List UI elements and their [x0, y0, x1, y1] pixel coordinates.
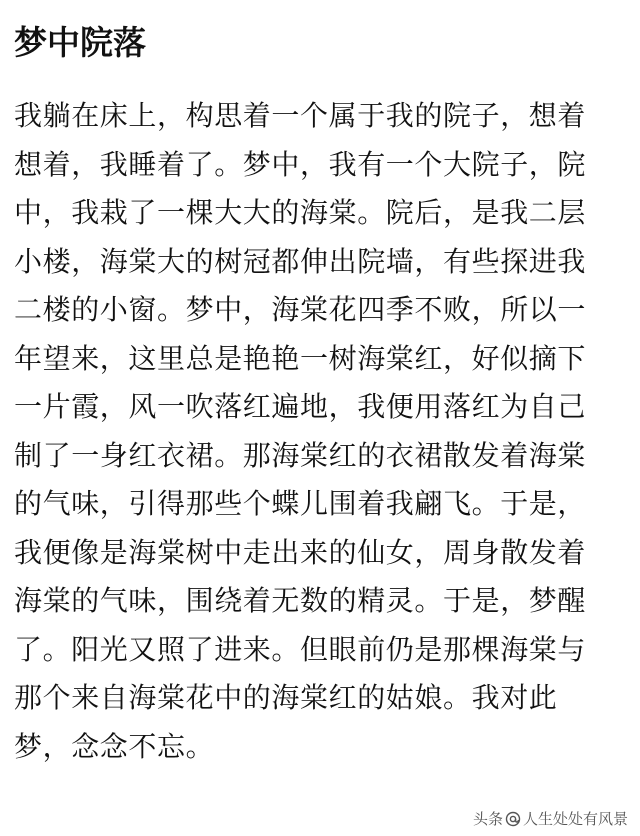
watermark-author: 人生处处有风景: [522, 810, 628, 828]
at-icon: [505, 811, 521, 827]
paragraph-line: 的气味，引得那些个蝶儿围着我翩飞。于是，: [14, 487, 587, 520]
article-body: [14, 92, 634, 771]
paragraph-line: 中，我栽了一棵大大的海棠。院后，是我二层: [14, 196, 587, 229]
paragraph-line: 想着，我睡着了。梦中，我有一个大院子，院: [14, 147, 587, 181]
paragraph-line: 年望来，这里总是艳艳一树海棠红，好似摘下: [14, 341, 587, 375]
paragraph-line: 梦，念念不忘。: [14, 729, 215, 763]
article-title: 梦中院落: [14, 23, 146, 62]
paragraph-line: 了。阳光又照了进来。但眼前仍是那棵海棠与: [14, 632, 587, 666]
paragraph-line: 二楼的小窗。梦中，海棠花四季不败，所以一: [14, 293, 587, 326]
paragraph-line: 小楼，海棠大的树冠都伸出院墙，有些探进我: [14, 244, 587, 278]
paragraph-line: 一片霞，风一吹落红遍地，我便用落红为自己: [14, 390, 587, 423]
paragraph-line: 那个来自海棠花中的海棠红的姑娘。我对此: [14, 681, 558, 714]
watermark-prefix: 头条: [472, 810, 503, 828]
paragraph-line: 我躺在床上，构思着一个属于我的院子，想着: [14, 99, 587, 132]
watermark: [473, 808, 628, 830]
paragraph-line: 海棠的气味，围绕着无数的精灵。于是，梦醒: [14, 584, 587, 617]
paragraph-line: 制了一身红衣裙。那海棠红的衣裙散发着海棠: [14, 438, 587, 472]
paragraph-line: 我便像是海棠树中走出来的仙女，周身散发着: [14, 535, 587, 569]
